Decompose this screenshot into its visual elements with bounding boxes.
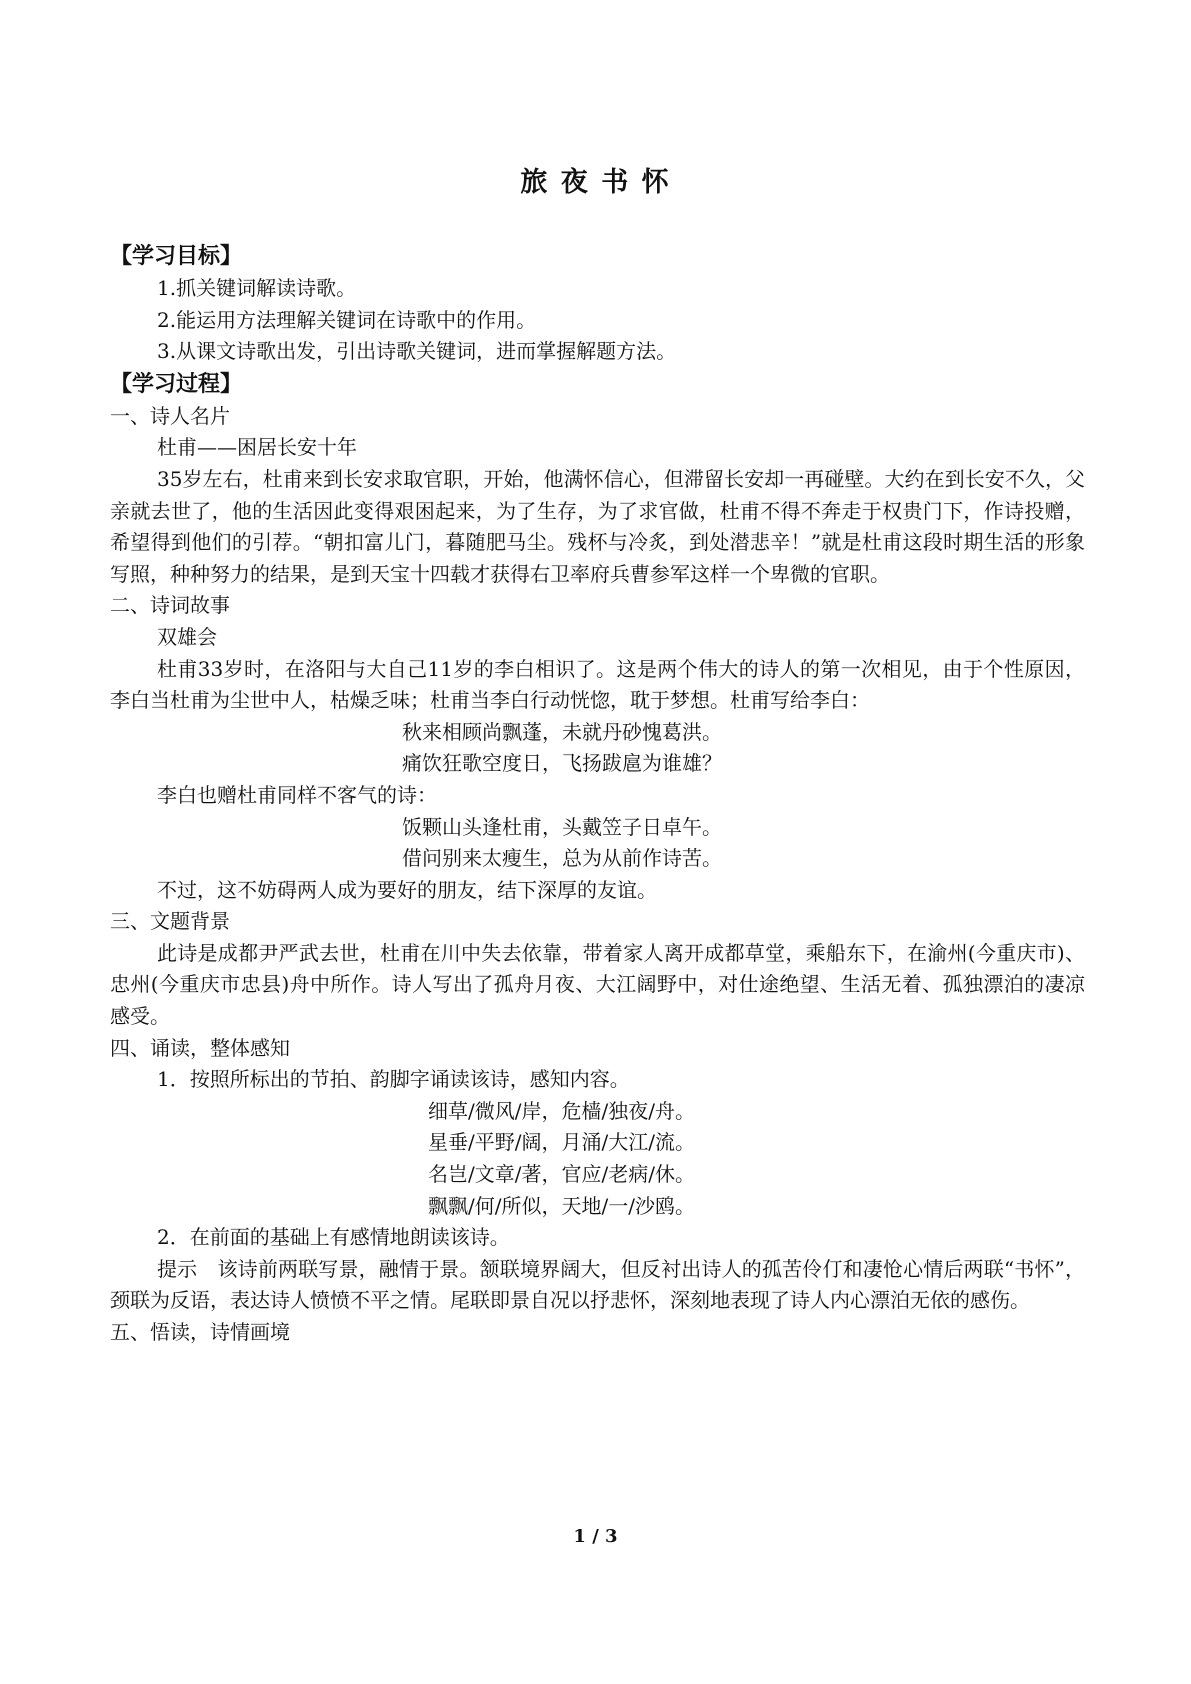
poem-line: 飘飘/何/所似，天地/一/沙鸥。 (428, 1193, 695, 1218)
page-number: 1 / 3 (573, 1526, 618, 1547)
section-title: 三、文题背景 (110, 909, 230, 934)
document-body (110, 240, 1085, 1349)
section-subtitle: 双雄会 (157, 624, 217, 649)
poem-line: 星垂/平野/阔，月涌/大江/流。 (428, 1130, 695, 1155)
poem-line: 细草/微风/岸，危樯/独夜/舟。 (428, 1098, 695, 1123)
section-title: 二、诗词故事 (110, 593, 230, 618)
poem-line: 秋来相顾尚飘蓬，未就丹砂愧葛洪。 (402, 719, 722, 744)
section-paragraph: 此诗是成都尹严武去世，杜甫在川中失去依靠，带着家人离开成都草堂，乘船东下，在渝州(今重庆市)、忠州(今重庆市忠县)舟中所作。诗人写出了孤舟月夜、大江阔野中，对仕途绝望、生活无着、孤独漂泊的凄凉感受。 (110, 940, 1085, 1029)
objective-item: 1.抓关键词解读诗歌。 (157, 276, 357, 300)
objectives-heading: 【学习目标】 (110, 243, 243, 269)
poem-intro: 李白也赠杜甫同样不客气的诗： (157, 782, 437, 807)
poem-line: 饭颗山头逢杜甫，头戴笠子日卓午。 (402, 814, 722, 839)
poem-line: 名岂/文章/著，官应/老病/休。 (428, 1162, 695, 1187)
step-text: 2．在前面的基础上有感情地朗读该诗。 (157, 1225, 510, 1250)
section-title: 四、诵读，整体感知 (110, 1035, 290, 1060)
section-closing: 不过，这不妨碍两人成为要好的朋友，结下深厚的友谊。 (157, 877, 657, 902)
poem-line: 痛饮狂歌空度日，飞扬跋扈为谁雄？ (402, 751, 722, 776)
tip-paragraph: 提示 该诗前两联写景，融情于景。颔联境界阔大，但反衬出诗人的孤苦伶仃和凄怆心情后两联“书怀”，颈联为反语，表达诗人愤愤不平之情。尾联即景自况以抒悲怀，深刻地表现了诗人内心漂泊无依的感伤。 (110, 1256, 1085, 1313)
process-heading: 【学习过程】 (110, 370, 243, 397)
poem-line: 借问别来太瘦生，总为从前作诗苦。 (402, 846, 722, 871)
section-paragraph: 35岁左右，杜甫来到长安求取官职，开始，他满怀信心，但滞留长安却一再碰壁。大约在到长安不久，父亲就去世了，他的生活因此变得艰困起来，为了生存，为了求官做，杜甫不得不奔走于权贵门下，作诗投赠，希望得到他们的引荐。“朝扣富儿门，暮随肥马尘。残杯与冷炙，到处潜悲辛！”就是杜甫这段时期生活的形象写照，种种努力的结果，是到天宝十四载才获得右卫率府兵曹参军这样一个卑微的官职。 (110, 466, 1085, 586)
objective-item: 3.从课文诗歌出发，引出诗歌关键词，进而掌握解题方法。 (157, 339, 677, 364)
page-title: 旅 夜 书 怀 (520, 167, 671, 198)
section-paragraph: 杜甫33岁时，在洛阳与大自己11岁的李白相识了。这是两个伟大的诗人的第一次相见，由于个性原因，李白当杜甫为尘世中人，枯燥乏味；杜甫当李白行动恍惚，耽于梦想。杜甫写给李白： (110, 656, 1085, 713)
section-subtitle: 杜甫——困居长安十年 (157, 435, 357, 460)
section-title: 一、诗人名片 (110, 403, 230, 428)
step-text: 1．按照所标出的节拍、韵脚字诵读该诗，感知内容。 (157, 1067, 630, 1092)
objective-item: 2.能运用方法理解关键词在诗歌中的作用。 (157, 307, 537, 332)
section-title: 五、悟读，诗情画境 (110, 1320, 290, 1344)
